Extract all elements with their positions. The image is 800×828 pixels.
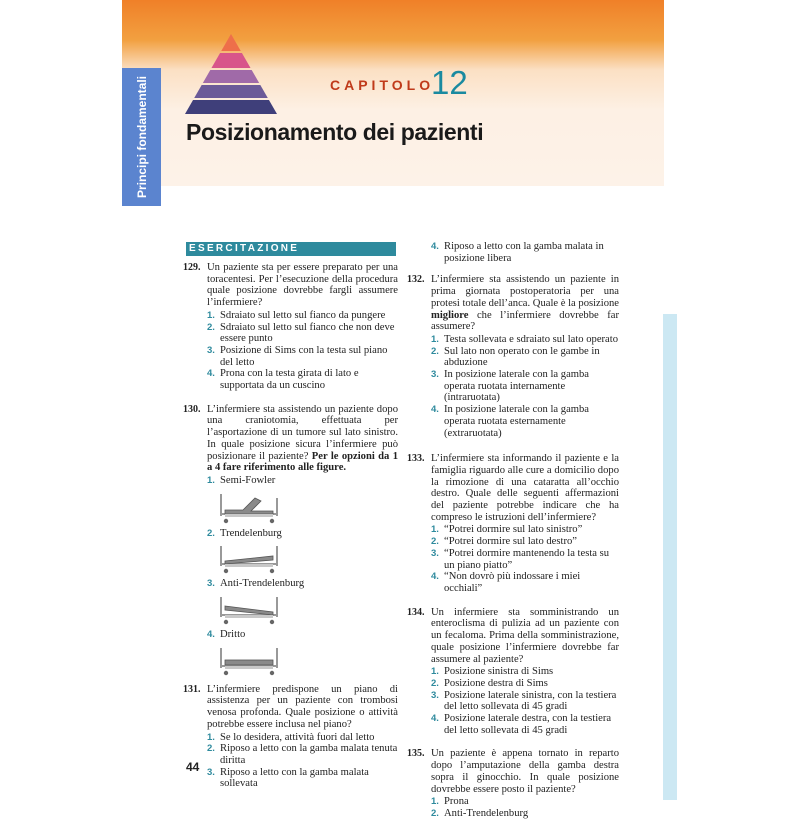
option-text: “Potrei dormire sul lato destro” — [444, 536, 577, 548]
question-text-a: L’infermiere sta assistendo un paziente in prima giornata postoperatoria per una protesi totale dell’anca. Quale è la posizione — [431, 274, 619, 309]
option-text: Posizione laterale sinistra, con la testiera del letto sollevata di 45 gradi — [444, 689, 617, 713]
question-text: Un infermiere sta somministrando un enteroclisma di pulizia ad un paziente con un fecaloma. Prima della somministrazione, quale posizione l’infermiere dovrebbe far assumere al paziente? — [431, 606, 619, 665]
answer-option — [431, 334, 619, 346]
question-130 — [183, 403, 398, 676]
option-number: 1. — [207, 309, 215, 321]
answer-option — [431, 404, 619, 439]
answer-option — [431, 808, 619, 820]
option-text: “Potrei dormire sul lato sinistro” — [444, 524, 583, 536]
option-number: 4. — [431, 241, 439, 252]
option-number: 3. — [207, 344, 215, 356]
option-text: Se lo desidera, attività fuori dal letto — [220, 731, 375, 743]
page-number: 44 — [186, 760, 200, 774]
answer-option — [207, 310, 398, 322]
question-131 — [183, 683, 398, 790]
question-135 — [407, 748, 619, 819]
answer-option — [207, 345, 398, 368]
option-text: Posizione destra di Sims — [444, 677, 548, 689]
answer-option — [207, 528, 398, 540]
option-number: 3. — [431, 369, 439, 381]
option-text: Testa sollevata e sdraiato sul lato operato — [444, 333, 618, 345]
question-text: Un paziente è appena tornato in reparto dopo l’amputazione della gamba destra sopra il ginocchio. In quale posizione dovrebbe essere posto il paziente? — [431, 748, 619, 795]
question-text — [431, 274, 619, 333]
option-text: Prona — [444, 796, 469, 808]
option-text: In posizione laterale con la gamba operata ruotata internamente (intraruotata) — [444, 369, 590, 404]
option-text: Riposo a letto con la gamba malata tenuta diritta — [220, 743, 398, 766]
option-number: 3. — [207, 578, 215, 590]
option-text: Riposo a letto con la gamba malata sollevata — [220, 766, 369, 790]
chapter-number: 12 — [431, 64, 468, 101]
option-text: “Potrei dormire mantenendo la testa su un piano piatto” — [444, 547, 610, 571]
pyramid-logo-icon — [185, 34, 277, 114]
answer-option — [431, 571, 619, 594]
question-text-bold: Per le opzioni da 1 a 4 fare riferimento alle figure. — [207, 450, 398, 474]
bed-trendelenburg-icon — [217, 542, 281, 574]
question-132 — [407, 274, 619, 439]
option-text: Anti-Trendelenburg — [444, 807, 529, 819]
option-text: Dritto — [220, 629, 246, 641]
chapter-label: CAPITOLO — [330, 77, 435, 93]
answer-option — [431, 690, 619, 713]
answer-option — [207, 368, 398, 391]
option-number: 4. — [207, 629, 215, 641]
option-text: Posizione di Sims con la testa sul piano del letto — [220, 344, 388, 368]
bed-semi-fowler-icon — [217, 490, 281, 524]
option-number: 2. — [431, 536, 439, 548]
option-number: 4. — [431, 571, 439, 583]
answer-option — [431, 666, 619, 678]
option-text: Semi-Fowler — [220, 474, 276, 486]
answer-option — [207, 322, 398, 345]
question-text: L’infermiere sta informando il paziente e la famiglia riguardo alle cure a domicilio dopo la rimozione di una cataratta all’occhio destro. Quale delle seguenti affermazioni del paziente potrebbe indicare che ha compreso le istruzioni dell’infermiere? — [431, 453, 619, 523]
option-text: Posizione laterale destra, con la testiera del letto sollevata di 45 gradi — [444, 713, 612, 736]
answer-option — [207, 743, 398, 766]
option-number: 3. — [207, 766, 215, 778]
answer-option — [431, 369, 619, 404]
option-number: 2. — [207, 527, 215, 539]
question-text-main: L’infermiere sta assistendo un paziente dopo una craniotomia, effettuata per l’asportazione di un tumore sul lato sinistro. In quale posizione sicura l’infermiere può posizionare il paziente? — [207, 403, 398, 462]
question-134 — [407, 606, 619, 737]
question-131-continued — [410, 241, 619, 264]
answer-option — [431, 346, 619, 369]
question-number: 133. — [407, 453, 425, 465]
option-number: 2. — [431, 345, 439, 357]
question-129 — [183, 262, 398, 392]
option-number: 4. — [207, 368, 215, 380]
bed-flat-icon — [217, 644, 281, 676]
chapter-title: Posizionamento dei pazienti — [186, 119, 484, 145]
option-text: Prona con la testa girata di lato e supportata da un cuscino — [220, 368, 359, 392]
answer-option — [431, 548, 619, 571]
option-number: 3. — [431, 689, 439, 701]
option-text: Sdraiato sul letto sul fianco da pungere — [220, 309, 386, 321]
answer-option — [431, 796, 619, 808]
answer-option — [431, 678, 619, 690]
answer-option — [431, 241, 619, 264]
option-text: In posizione laterale con la gamba operata ruotata esternamente (extraruotata) — [444, 404, 590, 439]
answer-option — [207, 578, 398, 590]
option-text: Sul lato non operato con le gambe in abduzione — [444, 345, 600, 369]
question-133 — [407, 453, 619, 594]
option-number: 1. — [431, 666, 439, 678]
option-text: Trendelenburg — [220, 527, 282, 539]
option-text: Sdraiato sul letto sul fianco che non deve essere punto — [220, 321, 395, 345]
side-tab — [122, 68, 161, 206]
question-number: 134. — [407, 606, 425, 618]
left-column — [183, 262, 398, 798]
option-number: 1. — [431, 333, 439, 345]
question-text: Un paziente sta per essere preparato per una toracentesi. Per l’esecuzione della procedura quale posizione dovrebbe fargli assumere l’infermiere? — [207, 262, 398, 309]
right-column — [407, 241, 619, 828]
option-number: 1. — [431, 524, 439, 536]
question-text — [207, 404, 398, 474]
question-number: 135. — [407, 748, 425, 760]
bed-anti-trendelenburg-icon — [217, 593, 281, 625]
option-text: “Non dovrò più indossare i miei occhiali” — [444, 571, 581, 594]
question-number: 132. — [407, 274, 425, 286]
side-tab-label: Principi fondamentali — [134, 75, 149, 199]
option-number: 1. — [207, 474, 215, 486]
answer-option — [207, 629, 398, 641]
answer-option — [207, 732, 398, 744]
option-text: Anti-Trendelenburg — [220, 578, 305, 590]
answer-option — [207, 475, 398, 487]
option-number: 4. — [431, 713, 439, 725]
option-text: Riposo a letto con la gamba malata in posizione libera — [444, 241, 604, 264]
answer-option — [431, 713, 619, 736]
question-number: 130. — [183, 403, 201, 415]
option-number: 4. — [431, 404, 439, 416]
section-header: ESERCITAZIONE — [186, 242, 396, 256]
answer-option — [431, 536, 619, 548]
option-text: Posizione sinistra di Sims — [444, 666, 554, 678]
option-number: 2. — [431, 677, 439, 689]
question-number: 131. — [183, 683, 201, 695]
option-number: 2. — [431, 807, 439, 819]
answer-option — [207, 767, 398, 790]
option-number: 1. — [207, 731, 215, 743]
answer-option — [431, 524, 619, 536]
right-edge-bar — [663, 314, 677, 800]
question-text: L’infermiere predispone un piano di assistenza per un paziente con trombosi venosa profonda. Quale posizione o attività potrebbe essere inclusa nel piano? — [207, 683, 398, 730]
option-number: 1. — [431, 796, 439, 808]
question-text-b: che l’infermiere dovrebbe far assumere? — [431, 309, 619, 333]
option-number: 3. — [431, 547, 439, 559]
question-text-bold: migliore — [431, 309, 469, 321]
question-number: 129. — [183, 262, 201, 273]
option-number: 2. — [207, 321, 215, 333]
option-number: 2. — [207, 743, 215, 755]
